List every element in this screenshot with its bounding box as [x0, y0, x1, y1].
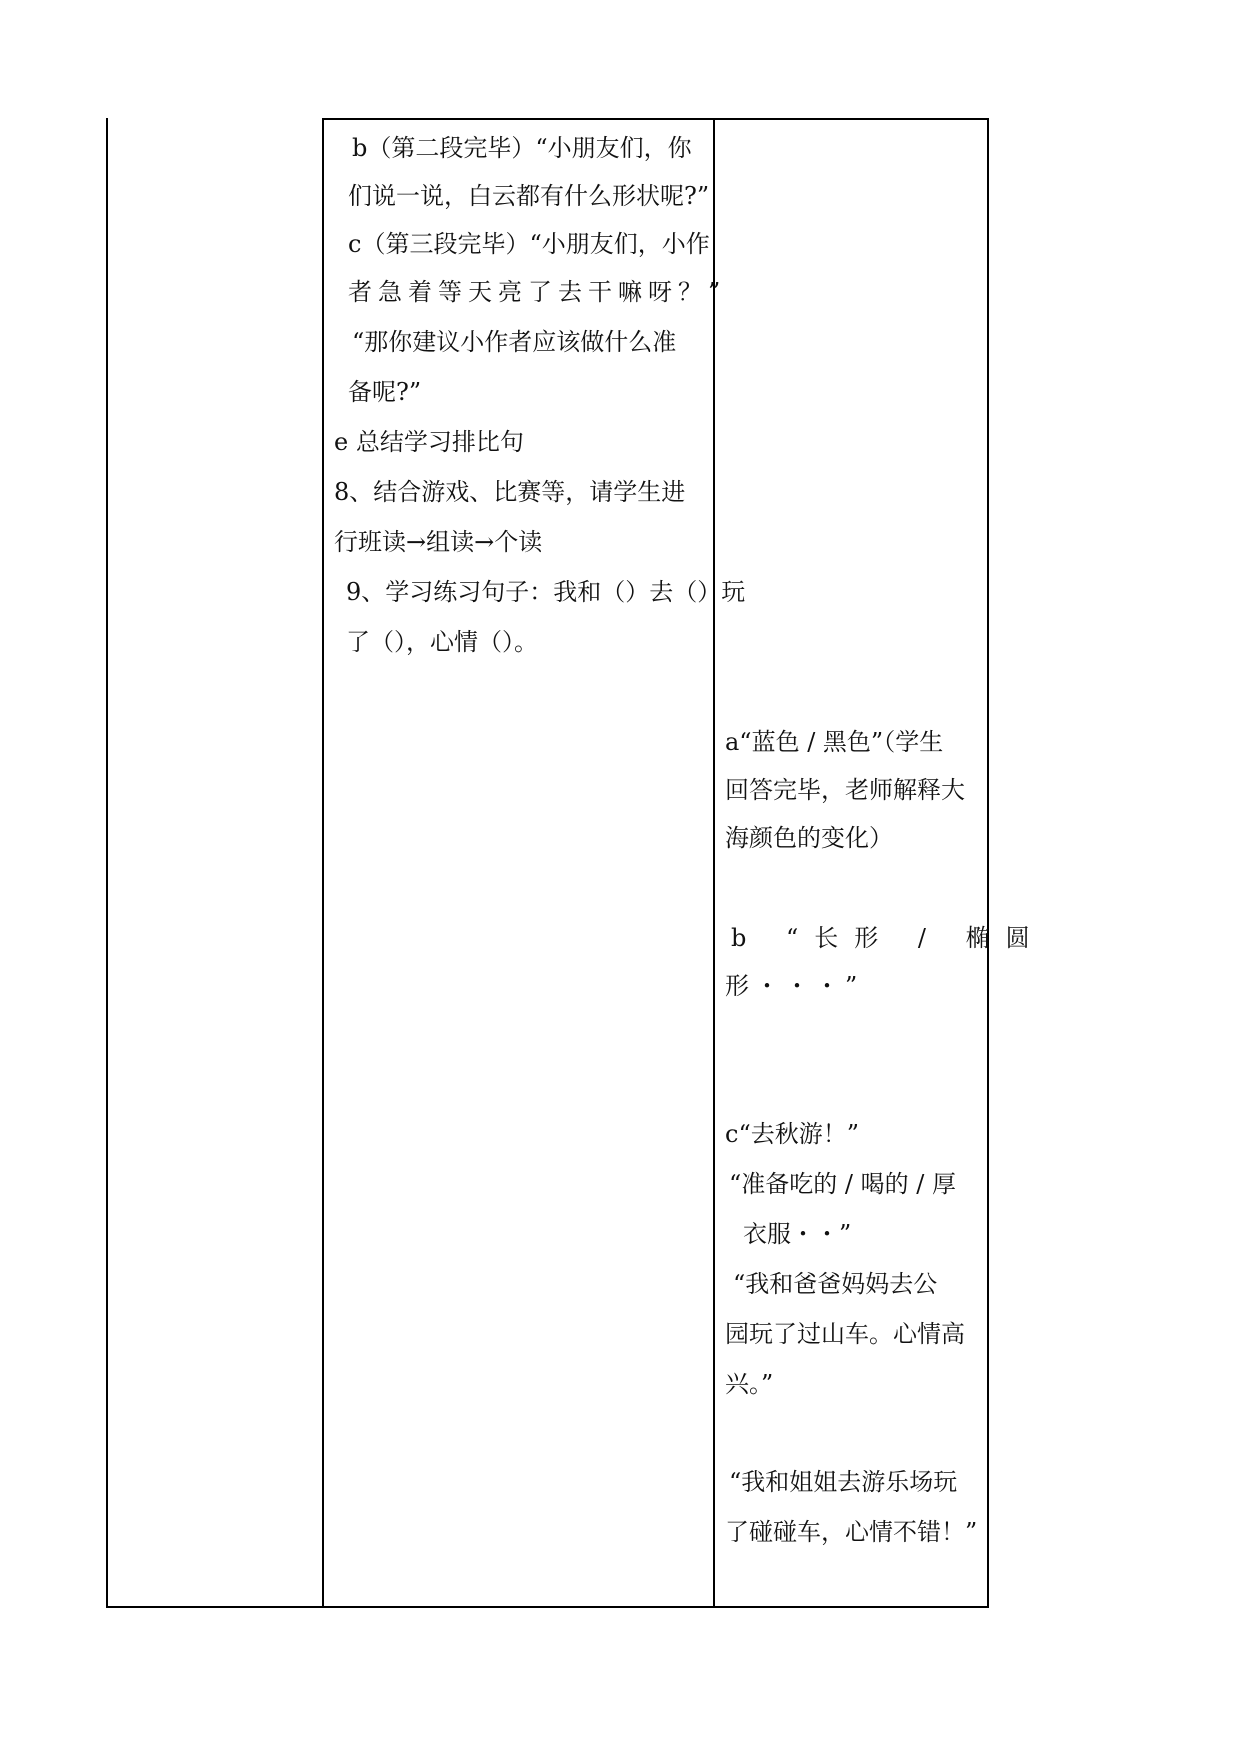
right-line-13: 了碰碰车，心情不错！”	[725, 1518, 978, 1546]
middle-line-8: 8、结合游戏、比赛等，请学生进	[334, 478, 686, 506]
right-line-5: 形・・・”	[725, 972, 864, 1000]
middle-line-11: 了（），心情（）。	[346, 628, 538, 656]
middle-line-4: 者急着等天亮了去干嘛呀？”	[348, 278, 727, 306]
middle-line-3: c（第三段完毕）“小朋友们，小作	[348, 230, 710, 258]
right-line-11: 兴。”	[725, 1370, 774, 1398]
middle-line-2: 们说一说，白云都有什么形状呢?”	[348, 182, 710, 210]
right-line-10: 园玩了过山车。心情高	[725, 1320, 965, 1348]
table-column-divider-1	[322, 118, 324, 1608]
table-bottom-border	[106, 1606, 989, 1608]
right-line-7: “准备吃的 / 喝的 / 厚	[729, 1170, 956, 1198]
middle-line-6: 备呢?”	[348, 378, 422, 406]
table-right-border	[987, 118, 989, 1608]
middle-line-10: 9、学习练习句子：我和（）去（）玩	[346, 578, 746, 606]
table-column-divider-2	[713, 118, 715, 1608]
right-line-4: b “长形 / 椭圆	[731, 924, 1046, 952]
right-line-3: 海颜色的变化）	[725, 824, 893, 852]
table-top-border-middle	[322, 118, 989, 120]
right-line-6: c“去秋游！”	[725, 1120, 859, 1148]
middle-line-5: “那你建议小作者应该做什么准	[352, 328, 677, 356]
right-line-8: 衣服・・”	[743, 1220, 852, 1248]
middle-line-9: 行班读→组读→个读	[334, 528, 543, 556]
middle-line-1: b（第二段完毕）“小朋友们，你	[352, 134, 692, 162]
right-line-2: 回答完毕，老师解释大	[725, 776, 965, 804]
middle-line-7: e 总结学习排比句	[334, 428, 524, 456]
right-line-1: a“蓝色 / 黑色”（学生	[725, 728, 944, 756]
right-line-9: “我和爸爸妈妈去公	[733, 1270, 938, 1298]
right-line-12: “我和姐姐去游乐场玩	[729, 1468, 958, 1496]
table-left-border	[106, 118, 108, 1608]
